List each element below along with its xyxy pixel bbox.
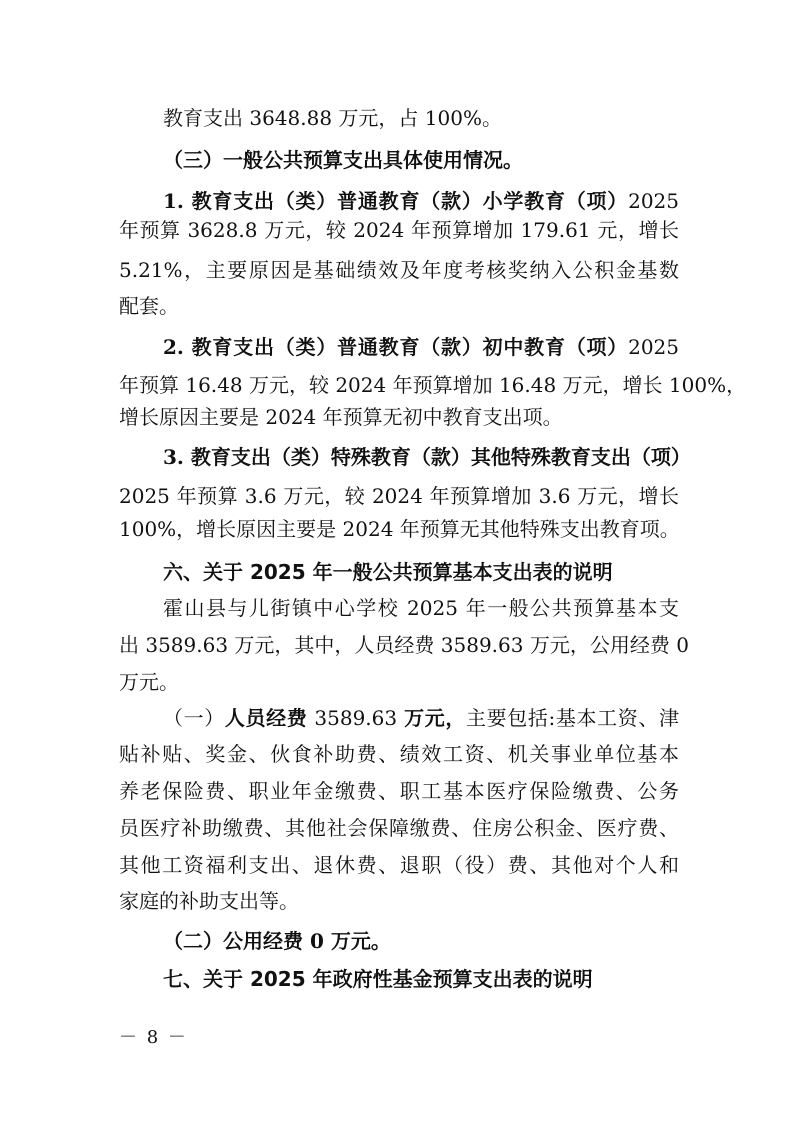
section-heading: 六、关于 2025 年一般公共预算基本支出表的说明 <box>163 560 613 584</box>
subsection-amount: 3589.63 <box>307 706 405 730</box>
section-heading: （二）公用经费 0 万元。 <box>163 929 391 953</box>
item-heading-year: 2025 <box>628 189 679 213</box>
paragraph-line: 年预算 3628.8 万元，较 2024 年预算增加 179.61 元，增长 <box>119 218 679 242</box>
item-heading: 1. 教育支出（类）普通教育（款）小学教育（项） <box>163 189 629 213</box>
paragraph-line: 家庭的补助支出等。 <box>119 889 299 913</box>
paragraph-line: 年预算 16.48 万元，较 2024 年预算增加 16.48 万元，增长 100%， <box>119 373 747 397</box>
paragraph-line: 配套。 <box>119 294 179 318</box>
section-heading: （三）一般公共预算支出具体使用情况。 <box>163 148 523 172</box>
subsection-unit: 万元， <box>404 706 466 730</box>
paragraph-line: 增长原因主要是 2024 年预算无初中教育支出项。 <box>119 405 563 429</box>
paragraph-line: 出 3589.63 万元，其中，人员经费 3589.63 万元，公用经费 0 <box>119 633 689 657</box>
page-number: － 8 － <box>119 1027 188 1048</box>
item-heading: 2. 教育支出（类）普通教育（款）初中教育（项） <box>163 335 629 359</box>
paragraph-line <box>163 705 679 731</box>
paragraph-line: 2025 年预算 3.6 万元，较 2024 年预算增加 3.6 万元，增长 <box>119 484 679 508</box>
item-heading: 3. 教育支出（类）特殊教育（款）其他特殊教育支出（项） <box>163 445 691 469</box>
subsection-prefix: （一） <box>163 706 225 730</box>
item-heading-year: 2025 <box>628 335 679 359</box>
subsection-text: 主要包括:基本工资、津 <box>465 706 680 730</box>
paragraph-line: 5.21%，主要原因是基础绩效及年度考核奖纳入公积金基数 <box>119 258 679 282</box>
paragraph-line: 霍山县与儿街镇中心学校 2025 年一般公共预算基本支 <box>163 596 679 620</box>
paragraph-line: 100%，增长原因主要是 2024 年预算无其他特殊支出教育项。 <box>119 517 680 541</box>
paragraph-line: 教育支出 3648.88 万元，占 100%。 <box>163 106 502 130</box>
subsection-title: 人员经费 <box>224 706 308 730</box>
paragraph-line: 员医疗补助缴费、其他社会保障缴费、住房公积金、医疗费、 <box>119 816 679 840</box>
item-heading-line <box>163 188 679 214</box>
paragraph-line: 万元。 <box>119 670 179 694</box>
item-heading-line <box>163 334 679 360</box>
paragraph-line: 其他工资福利支出、退休费、退职（役）费、其他对个人和 <box>119 853 679 877</box>
paragraph-line: 贴补贴、奖金、伙食补助费、绩效工资、机关事业单位基本 <box>119 742 679 766</box>
paragraph-line: 养老保险费、职业年金缴费、职工基本医疗保险缴费、公务 <box>119 779 679 803</box>
section-heading: 七、关于 2025 年政府性基金预算支出表的说明 <box>163 967 593 991</box>
